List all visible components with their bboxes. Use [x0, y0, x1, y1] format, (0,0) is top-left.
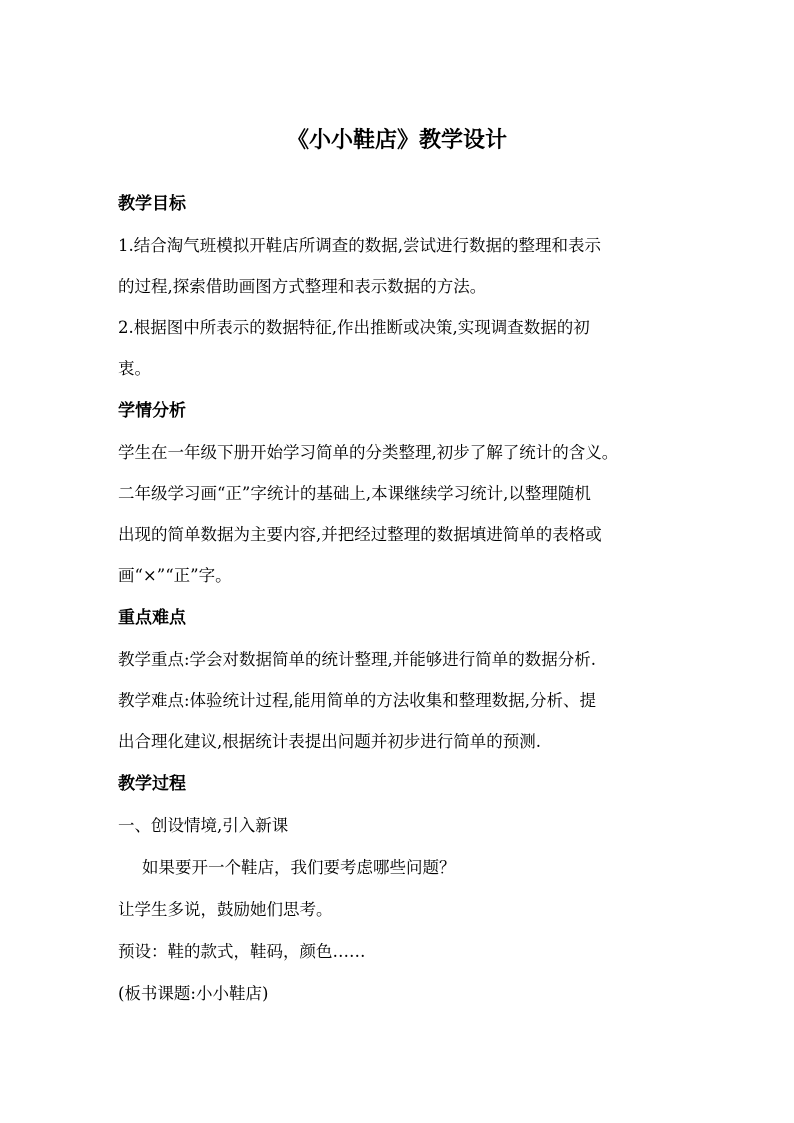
paragraph-line: 一、创设情境,引入新课	[118, 816, 289, 835]
paragraph-line: 衷。	[118, 359, 151, 378]
paragraph-line: 让学生多说，鼓励她们思考。	[118, 900, 333, 919]
paragraph-line: 出合理化建议,根据统计表提出问题并初步进行简单的预测.	[118, 732, 541, 751]
paragraph-line: 二年级学习画“正”字统计的基础上,本课继续学习统计,以整理随机	[118, 484, 591, 503]
document-title: 《小小鞋店》教学设计	[286, 127, 507, 153]
section-heading-objectives: 教学目标	[118, 194, 186, 214]
paragraph-line: 出现的简单数据为主要内容,并把经过整理的数据填进简单的表格或	[118, 525, 602, 544]
section-heading-analysis: 学情分析	[118, 401, 186, 421]
paragraph-line: 如果要开一个鞋店，我们要考虑哪些问题？	[142, 858, 456, 877]
paragraph-line: 画“×”“正”字。	[118, 566, 232, 585]
paragraph-line: 2.根据图中所表示的数据特征,作出推断或决策,实现调查数据的初	[118, 318, 590, 337]
paragraph-line: 教学难点:体验统计过程,能用简单的方法收集和整理数据,分析、提	[118, 691, 597, 710]
paragraph-line: 学生在一年级下册开始学习简单的分类整理,初步了解了统计的含义。	[118, 443, 619, 462]
paragraph-line: 的过程,探索借助画图方式整理和表示数据的方法。	[118, 277, 487, 296]
section-heading-process: 教学过程	[118, 774, 186, 794]
section-heading-key-points: 重点难点	[118, 608, 186, 628]
paragraph-line: 1.结合淘气班模拟开鞋店所调查的数据,尝试进行数据的整理和表示	[118, 236, 601, 255]
paragraph-line: (板书课题:小小鞋店)	[118, 984, 269, 1003]
paragraph-line: 预设：鞋的款式，鞋码，颜色……	[118, 942, 366, 961]
paragraph-line: 教学重点:学会对数据简单的统计整理,并能够进行简单的数据分析.	[118, 650, 597, 669]
